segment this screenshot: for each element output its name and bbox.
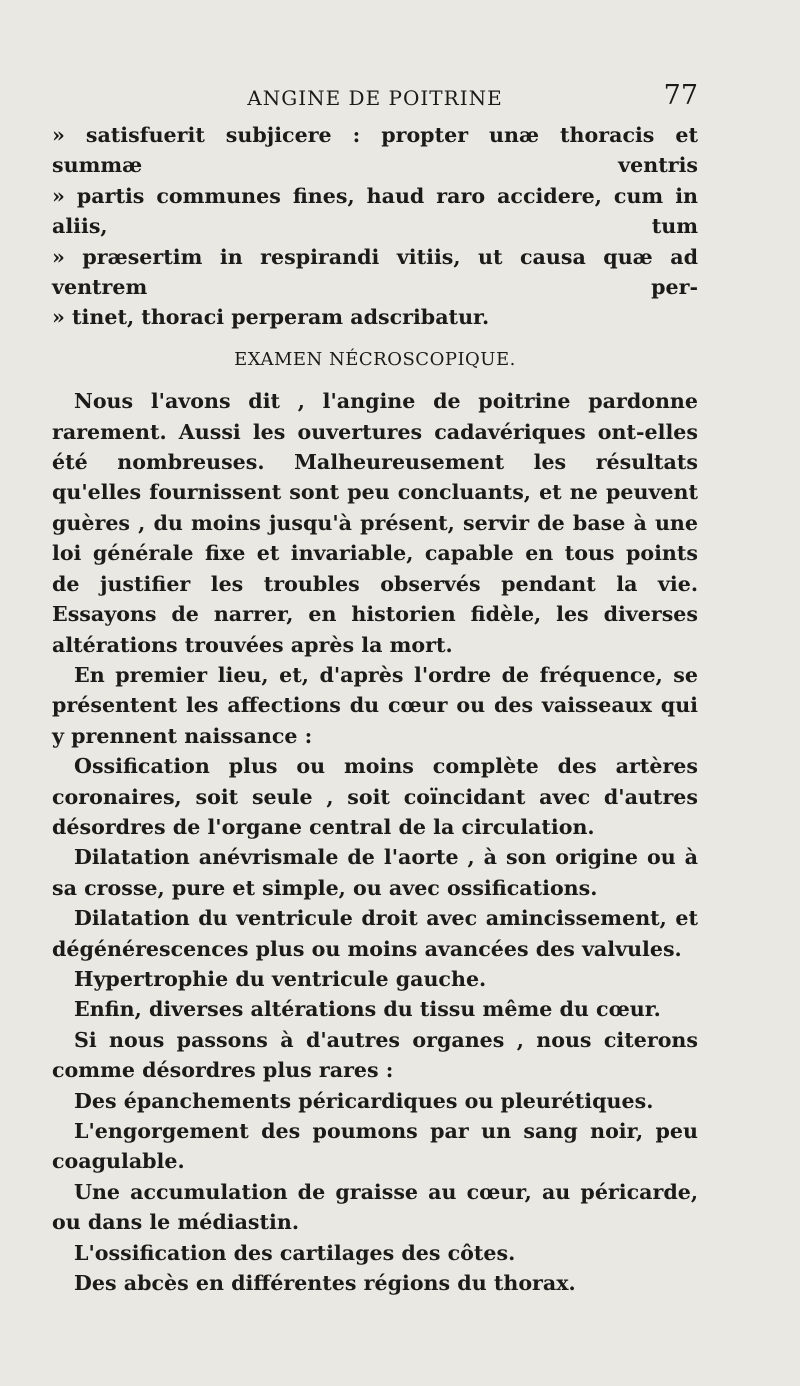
body-text [52, 386, 698, 1298]
running-title: ANGINE DE POITRINE [247, 86, 503, 110]
page-content [52, 120, 698, 1298]
paragraph: Enfin, diverses altérations du tissu même du cœur. [74, 997, 661, 1022]
page-number: 77 [663, 80, 698, 111]
paragraph: Dilatation du ventricule droit avec amincissement, et dégénérescences plus ou moins avancées des valvules. [52, 906, 698, 961]
paragraph: Hypertrophie du ventricule gauche. [74, 966, 487, 991]
paragraph: Une accumulation de graisse au cœur, au péricarde, ou dans le médiastin. [52, 1179, 698, 1235]
section-title: EXAMEN NÉCROSCOPIQUE. [234, 348, 516, 370]
paragraph: L'engorgement des poumons par un sang noir, peu coagulable. [52, 1119, 698, 1174]
paragraph: L'ossification des cartilages des côtes. [74, 1240, 516, 1265]
quote-line: » tinet, thoraci perperam adscribatur. [52, 305, 490, 330]
paragraph: Dilatation anévrismale de l'aorte , à son origine ou à sa crosse, pure et simple, ou avec ossifications. [52, 845, 698, 900]
latin-quotation [52, 120, 698, 333]
paragraph: Si nous passons à d'autres organes , nous citerons comme désordres plus rares : [52, 1027, 698, 1083]
paragraph: Nous l'avons dit , l'angine de poitrine pardonne rarement. Aussi les ouvertures cadavériques ont-elles été nombreuses. Malheureusement les résultats qu'elles fournissent sont peu concluants, et ne peuvent guères , du moins jusqu'à présent, servir de base à une loi générale fixe et invariable, capable en tous points de justifier les troubles observés pendant la vie. Essayons de narrer, en historien fidèle, les diverses altérations trouvées après la mort. [52, 389, 698, 657]
quote-line: » præsertim in respirandi vitiis, ut causa quæ ad ventrem per- [52, 244, 698, 300]
page-header [50, 80, 700, 120]
paragraph: En premier lieu, et, d'après l'ordre de fréquence, se présentent les affections du cœur ou des vaisseaux qui y prennent naissance : [52, 662, 698, 748]
paragraph: Des épanchements péricardiques ou pleurétiques. [74, 1088, 654, 1113]
quote-line: » satisfuerit subjicere : propter unæ thoracis et summæ ventris [52, 123, 698, 178]
quote-line: » partis communes fines, haud raro accidere, cum in aliis, tum [52, 183, 698, 239]
paragraph: Des abcès en différentes régions du thorax. [74, 1271, 576, 1296]
paragraph: Ossification plus ou moins complète des artères coronaires, soit seule , soit coïncidant avec d'autres désordres de l'organe central de la circulation. [52, 754, 698, 839]
